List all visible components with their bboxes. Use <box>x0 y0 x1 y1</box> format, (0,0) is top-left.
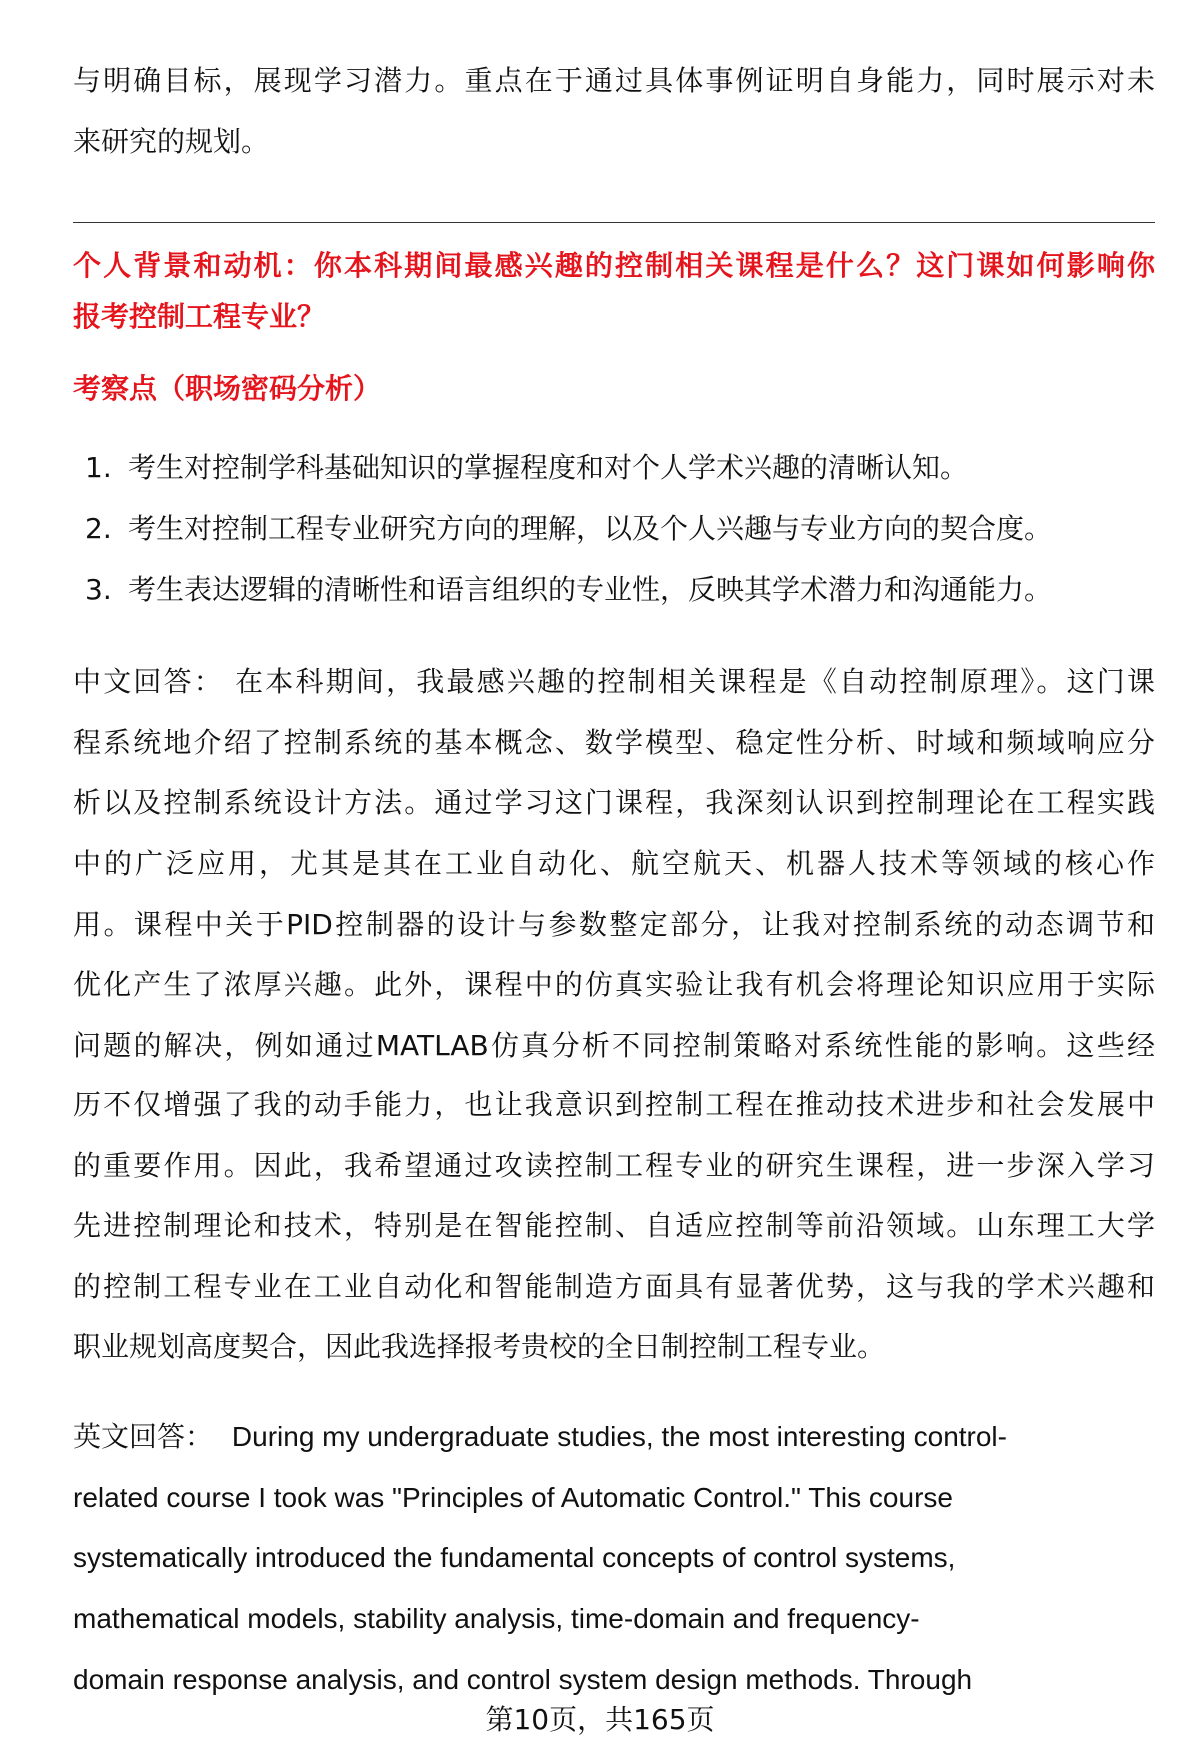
answer-line: 程系统地介绍了控制系统的基本概念、数学模型、稳定性分析、时域和频域响应分 <box>73 726 1155 759</box>
answer-line: domain response analysis, and control system design methods. Through <box>73 1664 973 1695</box>
answer-line <box>73 1407 1155 1467</box>
assessment-item <box>73 560 1155 620</box>
answer-line: 问题的解决，例如通过MATLAB仿真分析不同控制策略对系统性能的影响。这些经 <box>73 1029 1155 1062</box>
answer-line: 用。课程中关于PID控制器的设计与参数整定部分，让我对控制系统的动态调节和 <box>73 908 1155 941</box>
english-answer-label: 英文回答： <box>73 1420 214 1453</box>
assessment-title: 考察点（职场密码分析） <box>73 372 382 405</box>
section-divider <box>73 222 1155 223</box>
answer-line: 的重要作用。因此，我希望通过攻读控制工程专业的研究生课程，进一步深入学习 <box>73 1149 1155 1182</box>
answer-line: 析以及控制系统设计方法。通过学习这门课程，我深刻认识到控制理论在工程实践 <box>73 786 1155 819</box>
answer-text: During my undergraduate studies, the most interesting control- <box>231 1421 1007 1452</box>
question-heading: 个人背景和动机：你本科期间最感兴趣的控制相关课程是什么？这门课如何影响你 <box>73 249 1155 282</box>
answer-line: 职业规划高度契合，因此我选择报考贵校的全日制控制工程专业。 <box>73 1330 886 1363</box>
item-text: 考生表达逻辑的清晰性和语言组织的专业性，反映其学术潜力和沟通能力。 <box>128 573 1053 606</box>
answer-line: 中文回答： 在本科期间，我最感兴趣的控制相关课程是《自动控制原理》。这门课 <box>73 665 1155 698</box>
answer-line: 优化产生了浓厚兴趣。此外，课程中的仿真实验让我有机会将理论知识应用于实际 <box>73 968 1155 1001</box>
intro-line: 与明确目标，展现学习潜力。重点在于通过具体事例证明自身能力，同时展示对未 <box>73 64 1155 97</box>
answer-line: 中的广泛应用，尤其是其在工业自动化、航空航天、机器人技术等领域的核心作 <box>73 847 1155 880</box>
answer-line: systematically introduced the fundamental concepts of control systems, <box>73 1542 956 1573</box>
item-number: 3. <box>85 573 112 606</box>
answer-line: 的控制工程专业在工业自动化和智能制造方面具有显著优势，这与我的学术兴趣和 <box>73 1270 1155 1303</box>
item-text: 考生对控制工程专业研究方向的理解，以及个人兴趣与专业方向的契合度。 <box>128 512 1053 545</box>
answer-line: 历不仅增强了我的动手能力，也让我意识到控制工程在推动技术进步和社会发展中 <box>73 1088 1155 1121</box>
answer-line: related course I took was "Principles of Automatic Control." This course <box>73 1482 953 1513</box>
assessment-item <box>73 438 1155 498</box>
page-number: 第10页，共165页 <box>485 1703 715 1736</box>
answer-line: mathematical models, stability analysis, time-domain and frequency- <box>73 1603 920 1634</box>
item-text: 考生对控制学科基础知识的掌握程度和对个人学术兴趣的清晰认知。 <box>128 451 969 484</box>
answer-line: 先进控制理论和技术，特别是在智能控制、自适应控制等前沿领域。山东理工大学 <box>73 1209 1155 1242</box>
item-number: 1. <box>85 451 112 484</box>
assessment-item <box>73 499 1155 559</box>
item-number: 2. <box>85 512 112 545</box>
question-heading: 报考控制工程专业？ <box>73 300 326 333</box>
intro-line: 来研究的规划。 <box>73 125 270 158</box>
